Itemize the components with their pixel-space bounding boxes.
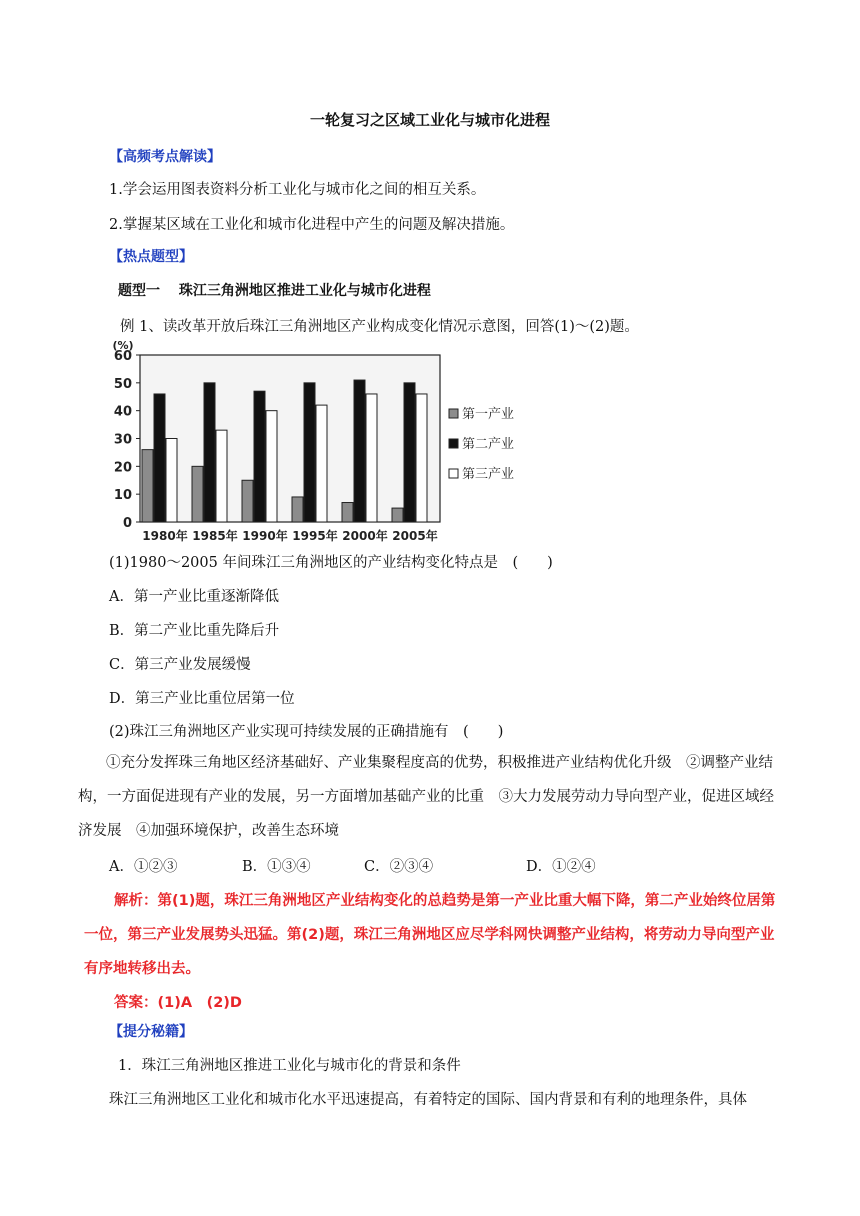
tips-subtitle: 1．珠江三角洲地区推进工业化与城市化的背景和条件 — [118, 1058, 461, 1074]
legend-swatch — [449, 469, 458, 478]
answer-text: 答案：(1)A (2)D — [114, 995, 242, 1011]
q1-option-d: D．第三产业比重位居第一位 — [109, 691, 295, 707]
y-axis-label: (%) — [112, 339, 134, 352]
q2-statements: ①充分发挥珠三角地区经济基础好、产业集聚程度高的优势，积极推进产业结构优化升级 ②调整产业结构，一方面促进现有产业的发展，另一方面增加基础产业的比重 ③大力发展劳动力导向型产业，促进区域经济发展 ④加强环境保护，改善生态环境 — [78, 755, 774, 839]
bar-2 — [204, 383, 215, 522]
y-tick-label: 60 — [113, 349, 132, 364]
bar-1 — [242, 480, 253, 522]
tips-body: 珠江三角洲地区工业化和城市化水平迅速提高，有着特定的国际、国内背景和有利的地理条件，具体 — [109, 1092, 747, 1108]
section-hot-types: 【热点题型】 — [109, 249, 193, 265]
analysis-text: 解析：第(1)题，珠江三角洲地区产业结构变化的总趋势是第一产业比重大幅下降，第二产业始终位居第一位，第三产业发展势头迅猛。第(2)题，珠江三角洲地区应尽学科网快调整产业结构，将劳动力导向型产业有序地转移出去。 — [84, 893, 776, 977]
q1-option-b: B．第二产业比重先降后升 — [109, 623, 280, 639]
x-tick-label: 1985年 — [192, 529, 238, 543]
bar-1 — [342, 503, 353, 522]
y-tick-label: 0 — [122, 516, 132, 531]
section-high-frequency: 【高频考点解读】 — [109, 149, 221, 165]
bar-1 — [142, 450, 153, 522]
bar-2 — [354, 380, 365, 522]
y-tick-label: 30 — [113, 432, 132, 448]
type-one-title: 题型一 珠江三角洲地区推进工业化与城市化进程 — [118, 283, 431, 299]
q1-option-c: C．第三产业发展缓慢 — [109, 657, 251, 673]
example-1-intro: 例 1、读改革开放后珠江三角洲地区产业构成变化情况示意图，回答(1)～(2)题。 — [120, 319, 639, 335]
x-tick-label: 2000年 — [342, 529, 388, 543]
legend-label: 第一产业 — [462, 407, 515, 422]
point-2: 2.掌握某区域在工业化和城市化进程中产生的问题及解决措施。 — [109, 217, 515, 233]
bar-3 — [266, 411, 277, 522]
q2-option-d: D．①②④ — [526, 859, 596, 875]
bar-2 — [404, 383, 415, 522]
bar-2 — [154, 394, 165, 522]
q2-option-c: C．②③④ — [364, 859, 434, 875]
x-tick-label: 1980年 — [142, 529, 188, 543]
legend-swatch — [449, 439, 458, 448]
bar-1 — [392, 508, 403, 522]
bar-3 — [166, 439, 177, 523]
q1-stem: (1)1980～2005 年间珠江三角洲地区的产业结构变化特点是 ( ) — [109, 555, 553, 571]
legend-swatch — [449, 409, 458, 418]
y-tick-label: 40 — [113, 404, 132, 420]
x-tick-label: 1995年 — [292, 529, 338, 543]
legend-label: 第三产业 — [462, 467, 515, 482]
bar-3 — [316, 405, 327, 522]
bar-2 — [254, 391, 265, 522]
bar-3 — [416, 394, 427, 522]
bar-1 — [192, 466, 203, 522]
point-1: 1.学会运用图表资料分析工业化与城市化之间的相互关系。 — [109, 182, 486, 198]
bar-3 — [366, 394, 377, 522]
legend-label: 第二产业 — [462, 437, 515, 452]
q2-option-b: B．①③④ — [242, 859, 311, 875]
y-tick-label: 20 — [113, 460, 132, 476]
bar-2 — [304, 383, 315, 522]
q2-option-a: A．①②③ — [109, 859, 178, 875]
industry-structure-chart — [100, 335, 530, 547]
document-title: 一轮复习之区域工业化与城市化进程 — [309, 111, 550, 129]
plot-frame — [140, 355, 440, 522]
x-tick-label: 2005年 — [392, 529, 438, 543]
bar-3 — [216, 430, 227, 522]
q2-stem: (2)珠江三角洲地区产业实现可持续发展的正确措施有 ( ) — [109, 724, 504, 740]
y-tick-label: 50 — [113, 376, 132, 392]
y-tick-label: 10 — [113, 488, 132, 504]
bar-1 — [292, 497, 303, 522]
section-score-tips: 【提分秘籍】 — [109, 1024, 193, 1040]
x-tick-label: 1990年 — [242, 529, 288, 543]
q1-option-a: A．第一产业比重逐渐降低 — [109, 589, 279, 605]
